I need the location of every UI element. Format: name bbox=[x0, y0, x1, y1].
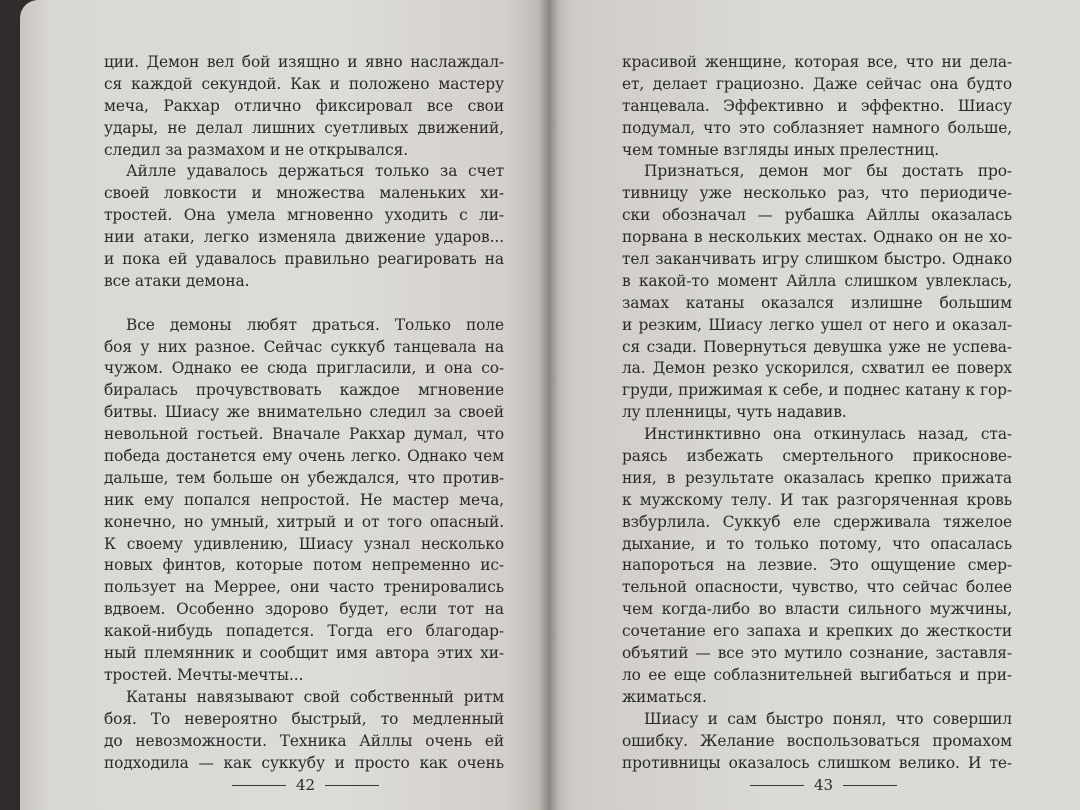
text-line: победа достанется ему очень легко. Однако чем bbox=[104, 447, 504, 466]
text-line: подходила — как суккубу и просто как очень bbox=[104, 753, 504, 772]
text-line: Катаны навязывают свой собственный ритм bbox=[126, 687, 504, 706]
text-line: пользует на Меррее, они часто тренировались bbox=[104, 578, 504, 597]
text-line: невольной гостьей. Вначале Ракхар думал, что bbox=[104, 425, 504, 444]
text-line: вдвоем. Особенно здорово будет, если тот на bbox=[104, 600, 504, 619]
left-page-number: 42 bbox=[296, 776, 316, 794]
text-line: конечно, но умный, хитрый и от того опасный. bbox=[104, 512, 504, 531]
text-line: боя у них разное. Сейчас суккуб танцевала на bbox=[104, 337, 504, 356]
text-line: тельной опасности, чувство, что сейчас более bbox=[622, 578, 1012, 597]
text-line: Признаться, демон мог бы достать про- bbox=[644, 162, 1012, 181]
text-line bbox=[104, 293, 504, 315]
text-line: чем томные взгляды иных прелестниц. bbox=[622, 140, 940, 159]
text-line: взбурлила. Суккуб еле сдерживала тяжелое bbox=[622, 512, 1012, 531]
text-line: до невозможности. Техника Айллы очень ей bbox=[104, 731, 504, 750]
text-line: ник ему попался непростой. Не мастер меча, bbox=[104, 490, 504, 509]
text-line: ски обозначал — рубашка Айллы оказалась bbox=[622, 206, 1012, 225]
text-line: и резким, Шиасу легко ушел от него и оказал- bbox=[622, 315, 1012, 334]
text-line: ся сзади. Повернуться девушка уже не успева- bbox=[622, 337, 1012, 356]
right-page-text bbox=[622, 52, 1012, 774]
text-line: в какой-то момент Айлла слишком увлеклась, bbox=[622, 271, 1012, 290]
folio-rule-right bbox=[325, 785, 379, 786]
text-line: танцевала. Эффективно и эффектно. Шиасу bbox=[622, 96, 1012, 115]
text-line: битвы. Шиасу же внимательно следил за своей bbox=[104, 403, 504, 422]
text-line: красивой женщине, которая все, что ни дела- bbox=[622, 53, 1012, 71]
text-line: тел заканчивать игру слишком быстро. Однако bbox=[622, 250, 1012, 269]
right-page bbox=[548, 0, 1080, 810]
left-page bbox=[20, 0, 548, 810]
text-line: ошибку. Желание воспользоваться промахом bbox=[622, 731, 1012, 750]
text-line: нии атаки, легко изменяла движение ударов... bbox=[104, 228, 504, 247]
text-line: Все демоны любят драться. Только поле bbox=[126, 315, 504, 334]
text-line: меча, Ракхар отлично фиксировал все свои bbox=[104, 96, 504, 115]
text-line: груди, прижимая к себе, и поднес катану к гор- bbox=[622, 381, 1012, 400]
text-line: ния, в результате оказалась крепко прижата bbox=[622, 468, 1012, 487]
text-line: лу пленницы, чуть надавив. bbox=[622, 403, 847, 422]
text-line: подумал, что это соблазняет намного больше, bbox=[622, 118, 1012, 137]
text-line: ла. Демон резко ускорился, схватил ее поверх bbox=[622, 359, 1012, 378]
text-line: замах катаны оказался излишне большим bbox=[622, 293, 1012, 312]
text-line: какой-нибудь попадется. Тогда его благодар- bbox=[104, 622, 504, 641]
text-line: все атаки демона. bbox=[104, 271, 250, 290]
text-line: чем когда-либо во власти сильного мужчины, bbox=[622, 600, 1012, 619]
folio-rule-right bbox=[843, 785, 897, 786]
text-line: тростей. Она умела мгновенно уходить с ли- bbox=[104, 206, 504, 225]
text-line: тивницу уже несколько раз, что периодиче- bbox=[622, 184, 1012, 203]
right-page-number: 43 bbox=[814, 776, 834, 794]
text-line: тростей. Мечты-мечты... bbox=[104, 665, 304, 684]
text-line: Шиасу и сам быстро понял, что совершил bbox=[644, 709, 1012, 728]
text-line: дальше, тем больше он убеждался, что против- bbox=[104, 468, 504, 487]
left-page-text bbox=[104, 52, 504, 774]
text-line: К своему удивлению, Шиасу узнал несколько bbox=[104, 534, 504, 553]
text-line: и пока ей удавалось правильно реагировать на bbox=[104, 250, 504, 269]
text-line: напороться на лезвие. Это ощущение смер- bbox=[622, 556, 1012, 575]
folio-rule-left bbox=[750, 785, 804, 786]
text-line: боя. То невероятно быстрый, то медленный bbox=[104, 709, 504, 728]
right-page-folio bbox=[750, 776, 897, 794]
left-page-folio bbox=[232, 776, 379, 794]
text-line: ся каждой секундой. Как и положено мастеру bbox=[104, 74, 504, 93]
folio-rule-left bbox=[232, 785, 286, 786]
text-line: своей ловкости и множества маленьких хи- bbox=[104, 184, 504, 203]
text-line: сочетание его запаха и крепких до жесткости bbox=[622, 622, 1012, 641]
text-line: ный племянник и сообщит имя автора этих хи- bbox=[104, 644, 504, 663]
text-line: объятий — все это мутило сознание, заставля- bbox=[622, 644, 1012, 663]
text-line: удары, не делал лишних суетливых движений, bbox=[104, 118, 504, 137]
text-line: новых финтов, которые потом непременно ис- bbox=[104, 556, 504, 575]
text-line: чужом. Однако ее сюда пригласили, и она со- bbox=[104, 359, 504, 378]
text-line: Инстинктивно она откинулась назад, ста- bbox=[644, 425, 1012, 444]
text-line: биралась прочувствовать каждое мгновение bbox=[104, 381, 504, 400]
text-line: порвана в нескольких местах. Однако он не хо- bbox=[622, 228, 1012, 247]
text-line: ло ее еще соблазнительней выгибаться и при- bbox=[622, 665, 1012, 684]
text-line: раясь избежать смертельного прикоснове- bbox=[622, 447, 1012, 466]
text-line: следил за размахом и не открывался. bbox=[104, 140, 408, 159]
text-line: дыхание, и то только потому, что опасалась bbox=[622, 534, 1012, 553]
text-line: Айлле удавалось держаться только за счет bbox=[126, 162, 504, 181]
book-gutter bbox=[538, 0, 560, 810]
text-line: противницы оказалось слишком велико. И те- bbox=[622, 753, 1012, 772]
text-line: жиматься. bbox=[622, 687, 707, 706]
text-line: ет, делает грациозно. Даже сейчас она будто bbox=[622, 74, 1012, 93]
text-line: ции. Демон вел бой изящно и явно наслаждал- bbox=[104, 53, 504, 71]
text-line: к мужскому телу. И так разгоряченная кровь bbox=[622, 490, 1012, 509]
